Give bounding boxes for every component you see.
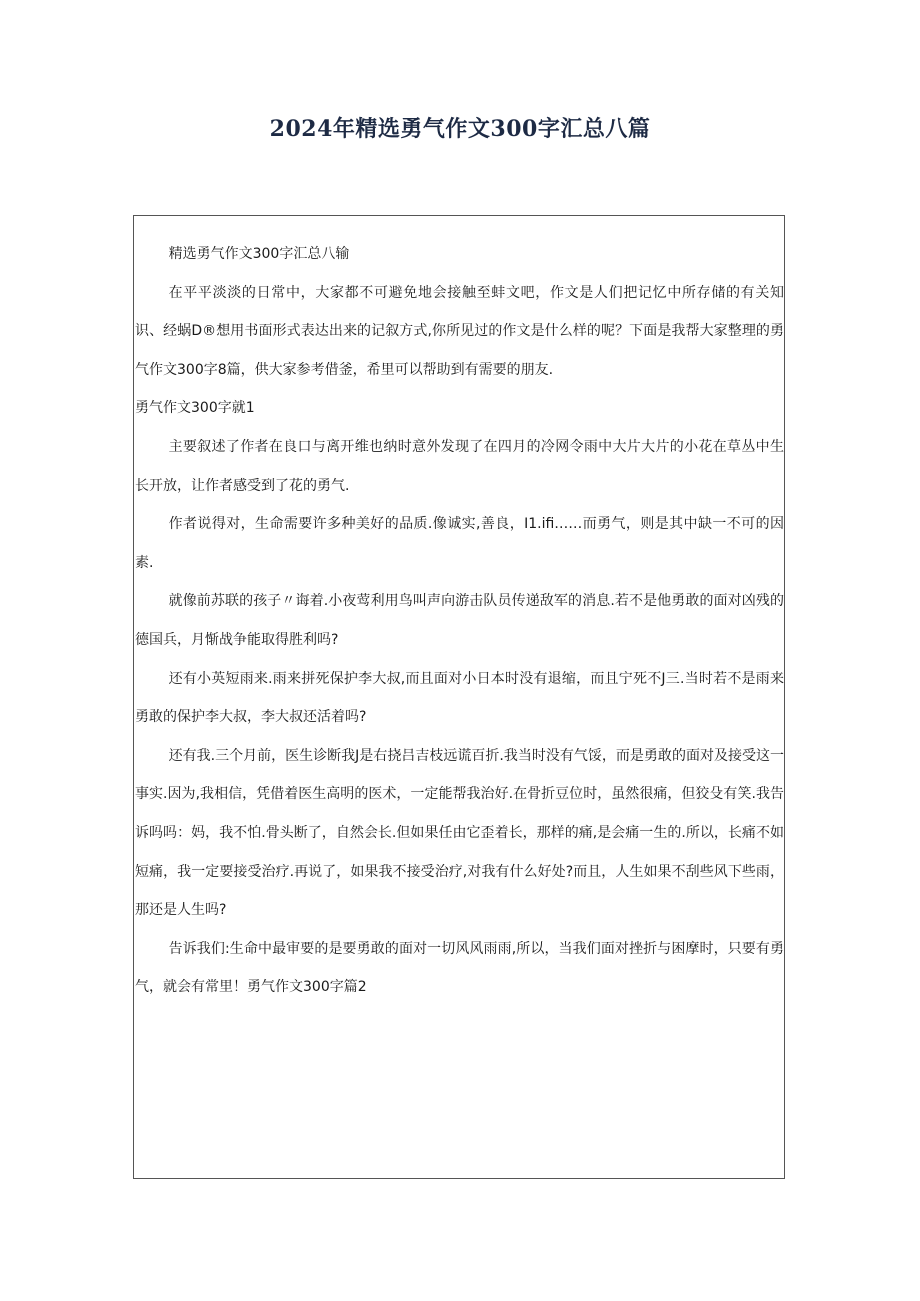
paragraph-nightingale: 就像前苏联的孩子〃诲着.小夜莺利用鸟叫声向游击队员传递敌军的消息.若不是他勇敢的面对凶残的德国兵，月惭战争能取得胜利吗?: [135, 593, 784, 648]
paragraph-personal: 还有我.三个月前，医生诊断我J是右挠吕吉枝远谎百折.我当时没有气馁，而是勇敢的面对及接受这一事实.因为,我相信，凭借着医生高明的医术，一定能帮我治好.在骨折豆位时，虽然很痛，但狡殳有笑.我告诉吗吗：妈，我不怕.骨头断了，自然会长.但如果任由它歪着长，那样的痛,是会痛一生的.所以，长痛不如短痛，我一定要接受治疗.再说了，如果我不接受治疗,对我有什么好处?而且，人生如果不刮些风下些雨，那还是人生吗?: [135, 747, 784, 919]
paragraph-yulai: 还有小英短雨来.雨来拼死保护李大叔,而且面对小日本时没有退缩，而且宁死不J三.当时若不是雨来勇敢的保护李大叔，李大叔还活着吗?: [135, 670, 784, 726]
paragraph-conclusion: 告诉我们:生命中最审要的是要勇敢的面对一切风风雨雨,所以，当我们面对挫折与困摩时，只要有勇气，就会有常里！勇气作文300字篇2: [135, 940, 784, 996]
section-heading-1: 勇气作文300字就1: [135, 400, 255, 417]
content-frame: [133, 215, 785, 1179]
paragraph-qualities: 作者说得对，生命需要许多种美好的品质.像诚实,善良，I1.ifi……而勇气，则是其中缺一不可的因素.: [135, 516, 784, 571]
paragraph-intro: 在平平淡淡的日常中，大家都不可避免地会接触至蚌文吧，作文是人们把记忆中所存储的有关知识、经蜗D®想用书面形式表达出来的记叙方式,你所见过的作文是什么样的呢？下面是我帮大家整理的勇气作文300字8篇，供大家参考借釜，希里可以帮助到有需要的朋友.: [135, 284, 784, 378]
document-title: 2024年精选勇气作文300字汇总八篇: [269, 116, 651, 142]
content-body: [134, 235, 785, 1007]
paragraph-subtitle: 精选勇气作文300字汇总八输: [168, 246, 350, 262]
paragraph-summary: 主要叙述了作者在良口与离开维也纳时意外发现了在四月的冷网令雨中大片大片的小花在草丛中生长开放，让作者感受到了花的勇气.: [135, 438, 784, 494]
